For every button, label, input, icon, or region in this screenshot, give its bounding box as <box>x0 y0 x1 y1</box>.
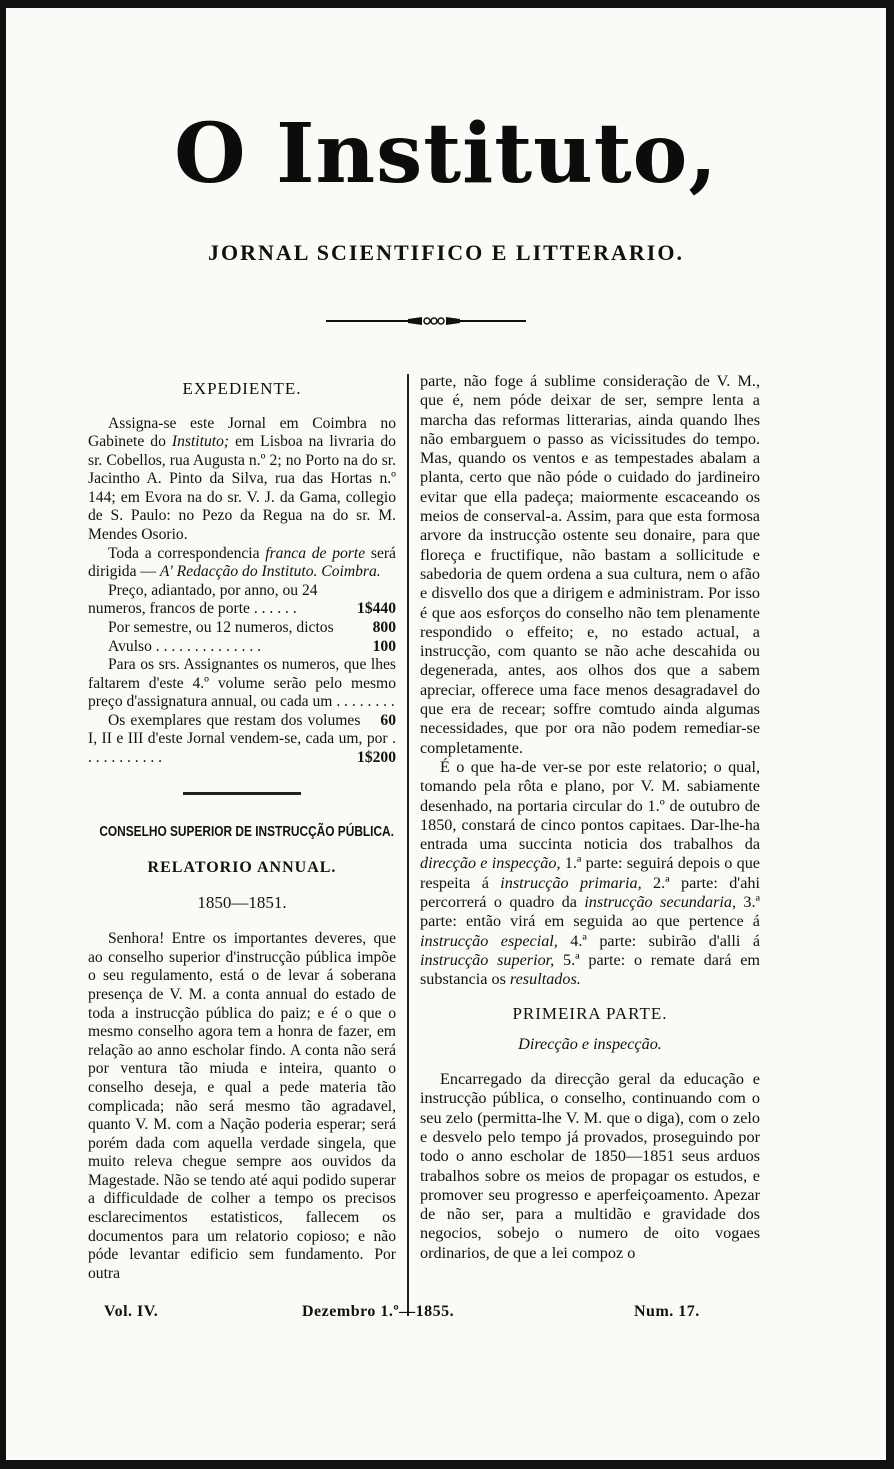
text-span: instrucção primaria, <box>500 873 642 892</box>
text-span: franca de porte <box>265 544 366 562</box>
old-volumes-paragraph <box>88 712 396 768</box>
part-one-paragraph: Encarregado da direcção geral da educação e instrucção pública, o conselho, continuando com o seu zelo (permitta-lhe V. M. que o diga), com o zelo e desvelo pelo tempo já provados, proseguindo por todo o anno escholar de 1850—1851 seus arduos trabalhos sobre os meios de propagar os estudos, e promover seu progresso e aperfeiçoamento. Apezar de não ser, para a multidão e gravidade dos negocios, sobejo o numero de oito vogaes ordinarios, de que a lei compoz o <box>420 1070 760 1262</box>
price-value: 100 <box>372 637 396 655</box>
part-subheading: Direcção e inspecção. <box>518 1034 662 1053</box>
right-column <box>420 372 760 1263</box>
text-span: direcção e inspecção, <box>420 854 561 873</box>
text-span: resultados. <box>509 970 581 989</box>
price-value: 800 <box>372 618 396 636</box>
part-heading: PRIMEIRA PARTE. <box>512 1003 668 1023</box>
text-span: É o que ha-de ver-se por este relatorio; o qual, tomando pela rôta e plano, por V. M. sabiamente desenhado, na portaria circular do 1.º de outubro de 1850, constará de cinco pontos capitaes. Dar-lhe-ha entrada uma succinta noticia dos trabalhos da <box>420 757 760 854</box>
masthead-title: O Instituto, <box>174 106 718 202</box>
report-continuation-paragraph: parte, não foge á sublime consideração de V. M., que é, nem póde deixar de ser, sempre lenta a marcha das reformas litterarias, ainda quando lhes não embarguem o passo as vicissitudes do tempo. Mas, quando os ventos e as tempestades abalam a planta, certo que não póde o cuidado do jardineiro evitar que ella padeça; maiormente escaceando os meios de conserval-a. Assim, para que esta formosa arvore da instrucção ostente seu donaire, para que floreça e fructifique, não bastam a sollicitude e sabedoria de quem ordena a sua cultura, nem o afão e disvello dos que a dirigem e administram. Por isso é que aos esforços do conselho não tem plenamente respondido o effeito; e, no estado actual, a instrucção, com quanto se não ache descahida ou degenerada, antes, aos olhos dos que a sabem apreciar, offerece uma face menos desagradavel do que era de recear; soffre comtudo ainda algumas necessidades, que por ora não podem remediar-se completamente. <box>420 372 760 757</box>
report-opening-paragraph: Senhora! Entre os importantes deveres, que ao conselho superior d'instrucção pública impõe o seu regulamento, está o de levar á soberana presença de V. M. a conta annual do estado de toda a instrucção pública do paiz; e é o que o mesmo conselho agora tem a honra de fazer, em relação ao anno escholar findo. A conta não será por ventura tão miuda e inteira, quanto o conselho deseja, e qual a pede materia tão complicada; não será mesmo tão agradavel, quanto V. M. com a Nação poderia esperar; será porém dada com aquella verdade singela, que muito releva chegue sempre aos ouvidos da Magestade. Não se tendo até aqui podido superar a difficuldade de colher a tempo os precisos esclarecimentos estatisticos, fallecem os documentos para um relatorio copioso; e não póde levantar edificio sem fundamento. Por outra <box>88 930 396 1282</box>
price-value: 1$440 <box>357 600 396 618</box>
footer-number: Num. 17. <box>634 1303 700 1320</box>
expediente-heading: EXPEDIENTE. <box>182 379 302 398</box>
text-span: 4.ª parte: subirão d'alli á <box>557 931 761 950</box>
left-column <box>88 372 396 1283</box>
page-sheet <box>6 8 886 1460</box>
text-span: Toda a correspondencia <box>108 544 266 562</box>
text-span: 1.ª parte: seguirá depois o que respeita á <box>420 854 760 892</box>
subscription-paragraph <box>88 415 396 545</box>
price-label: numeros, francos de porte . . . . . . <box>88 600 297 618</box>
section-rule <box>183 792 301 795</box>
newspaper-page <box>6 8 886 1460</box>
price-row <box>88 619 396 638</box>
price-intro: Preço, adiantado, por anno, ou 24 <box>108 581 318 599</box>
footer-volume: Vol. IV. <box>104 1303 159 1320</box>
ornament-divider <box>326 314 526 328</box>
text-span: será dirigida — <box>88 544 396 581</box>
text-span: 2.ª parte: d'ahi percorrerá o quadro da <box>420 873 760 912</box>
text-span: A' Redacção do Instituto. Coimbra. <box>159 563 381 581</box>
price-label: Por semestre, ou 12 numeros, dictos <box>108 618 334 636</box>
report-years: 1850—1851. <box>197 892 287 912</box>
report-heading: RELATORIO ANNUAL. <box>147 859 337 877</box>
text-span: Instituto; <box>171 433 230 451</box>
footer-date: Dezembro 1.º—1855. <box>302 1303 455 1320</box>
text-span: Assigna-se este Jornal em Coimbra no Gabinete do <box>88 414 396 451</box>
text-span: 5.ª parte: o remate dará em substancia os <box>420 950 760 989</box>
price-row <box>88 638 396 657</box>
text-span: instrucção secundaria, <box>584 893 737 912</box>
masthead-subtitle: JORNAL SCIENTIFICO E LITTERARIO. <box>208 240 684 265</box>
correspondence-paragraph <box>88 545 396 582</box>
price-label: Avulso . . . . . . . . . . . . . . <box>108 637 262 655</box>
back-issues-paragraph <box>88 656 396 729</box>
report-plan-paragraph <box>420 758 760 990</box>
text-span: Os exemplares que restam dos volumes I, II e III d'este Jornal vendem-se, cada um, por <box>88 711 388 748</box>
text-span: 3.ª parte: então virá em seguida ao que pertence á <box>420 893 760 931</box>
price-row <box>88 600 396 619</box>
dot-leader: . . . . . . . . . . . <box>88 730 396 766</box>
council-heading: CONSELHO SUPERIOR DE INSTRUCÇÃO PÚBLICA. <box>99 823 394 840</box>
column-divider <box>407 374 409 1316</box>
price-value: 1$200 <box>357 748 396 766</box>
text-span: em Lisboa na livraria do sr. Cobellos, rua Augusta n.º 2; no Porto na do sr. Jacintho A. Pinto da Silva, rua das Hortas n.º 144; em Evora na do sr. V. J. da Gama, collegio de S. Paulo: no Pezo da Regua na do sr. M. Mendes Osorio. <box>88 433 396 544</box>
text-span: instrucção superior, <box>420 950 555 969</box>
dot-leader: . . . . . . . . <box>336 693 395 711</box>
text-span: Para os srs. Assignantes os numeros, que lhes faltarem d'este 4.º volume serão pelo mesmo preço d'assignatura annual, ou cada um <box>88 656 396 711</box>
price-value: 60 <box>380 711 396 729</box>
text-span: instrucção especial, <box>420 931 558 950</box>
